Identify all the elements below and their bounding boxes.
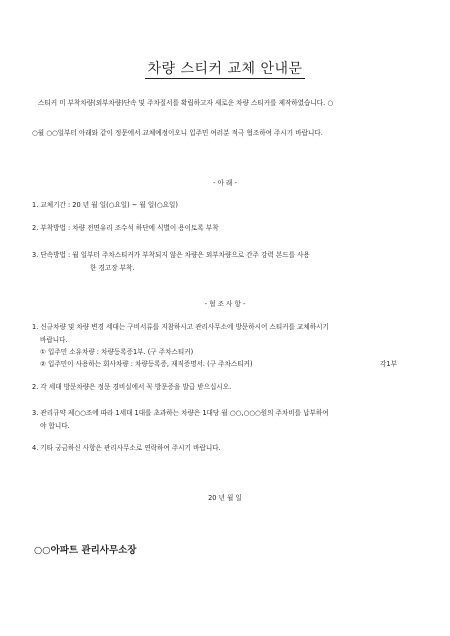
cooperation-heading: - 협 조 사 항 - — [204, 300, 246, 308]
coop-item-3-cont: 야 합니다. — [40, 422, 70, 430]
notice-heading: - 아 래 - — [213, 179, 237, 187]
notice-item-1: 1. 교체기간 : 20 년 월 일(○요일) ~ 월 일(○요일) — [32, 201, 178, 209]
notice-item-2: 2. 부착방법 : 차량 전면유리 조수석 하단에 식별이 용이토록 부착 — [32, 224, 219, 232]
coop-item-4: 4. 기타 궁금하신 사항은 관리사무소로 연락하여 주시기 바랍니다. — [32, 444, 221, 452]
coop-item-1-sub-1: ① 입주민 소유차량 : 차량등록증1부. (구 주차스티커) — [40, 348, 194, 356]
intro-line-2: ○월 ○○일부터 아래와 같이 정문에서 교체예정이오니 입주민 여러분 적극 협조하여 주시기 바랍니다. — [32, 129, 323, 137]
coop-item-1-sub-2: ② 입주민이 사용하는 회사차량 : 차량등록증, 재직증명서. (구 주차스티커) — [40, 360, 253, 368]
coop-item-1-sub-2-qty: 각1부 — [380, 360, 397, 368]
coop-item-2: 2. 각 세대 방문차량은 정문 경비실에서 꼭 방문증을 발급 받으십시오. — [32, 383, 232, 391]
signature: ○○아파트 관리사무소장 — [34, 545, 137, 556]
notice-item-3: 3. 단속방법 : 월 일부터 주차스티커가 부착되지 않은 차량은 외부차량으로 간주 강력 본드를 사용 — [32, 251, 310, 259]
notice-item-3-cont: 한 경고장 부착. — [90, 264, 135, 272]
coop-item-1-cont: 바랍니다. — [40, 336, 68, 344]
coop-item-1: 1. 신규차량 및 차량 변경 세대는 구비서류를 지참하시고 관리사무소에 방문하시어 스티커를 교체하시기 — [32, 323, 329, 331]
date-line: 20 년 월 일 — [208, 494, 242, 502]
document-title: 차량 스티커 교체 안내문 — [147, 61, 303, 77]
intro-line-1: 스티커 미 부착차량(외부차량)단속 및 주차질서를 확립하고자 새로운 차량 스티커를 제작하였습니다. ○ — [38, 99, 334, 107]
coop-item-3: 3. 관리규약 제○○조에 따라 1세대 1대를 초과하는 차량은 1대당 월 ○○,○○○원의 주차비를 납부하여 — [32, 409, 329, 417]
